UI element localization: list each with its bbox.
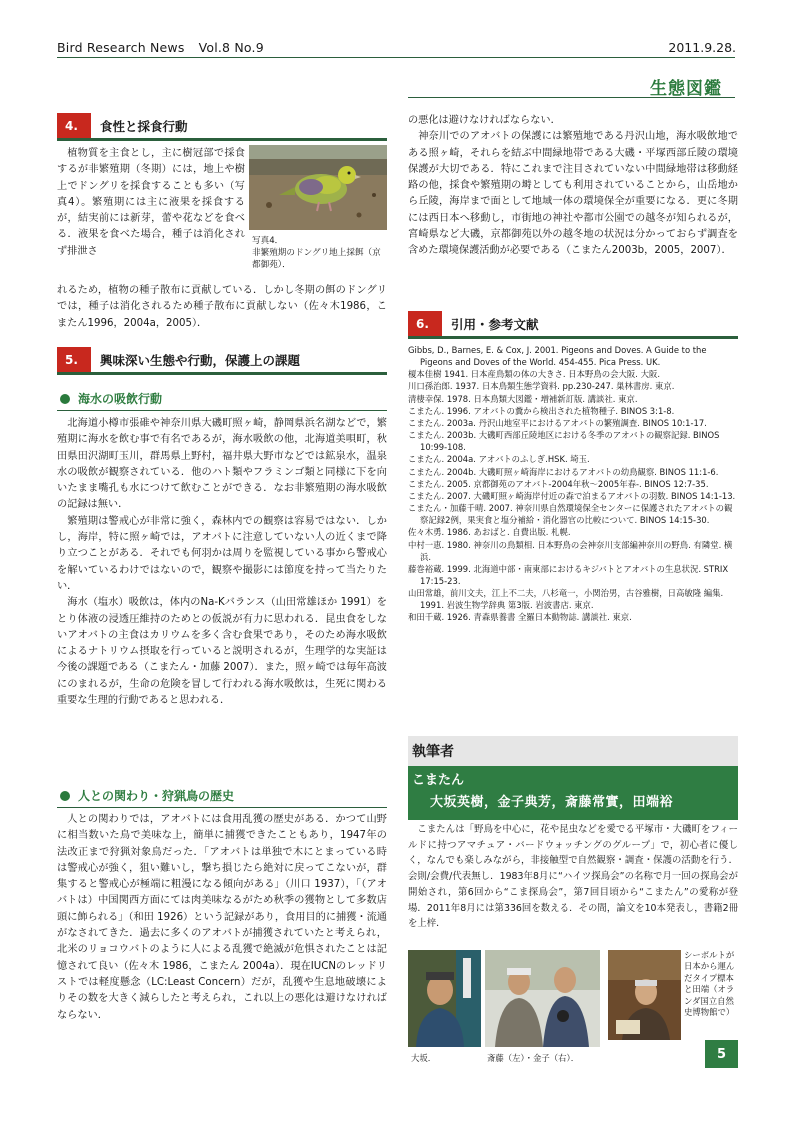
subsection-seawater-heading — [60, 390, 162, 407]
header-rule — [57, 57, 735, 58]
category-rule — [408, 97, 735, 98]
section-4-heading — [57, 113, 188, 138]
reference-item: 中村一恵. 1980. 神奈川の鳥類相. 日本野鳥の会神奈川支部編神奈川の野鳥. 有隣堂. 横浜. — [408, 539, 733, 562]
history-paragraph-1-end: の悪化は避けなければならない． — [408, 115, 561, 126]
author-photo-tabata-caption: シーボルトが日本から運んだタイプ標本と田端（オランダ国立自然史博物館で） — [684, 950, 735, 1018]
author-name-band — [408, 766, 738, 820]
section-4-body-top — [57, 146, 245, 260]
reference-item: こまたん・加藤千晴. 2007. 神奈川県自然環境保全センターに保護されたアオバトの観察記録2例，果実食と塩分補給・消化器官の比較について. BINOS 14:15-30. — [408, 503, 733, 526]
section-5-number: 5. — [57, 347, 91, 372]
subsection-seawater-title: 海水の吸飲行動 — [78, 392, 163, 406]
subsection-history-body-left — [57, 812, 387, 1058]
newsletter-title: Bird Research News — [57, 40, 185, 55]
reference-item: こまたん. 2007. 大磯町照ヶ崎海岸付近の森で泊まるアオバトの羽数. BINOS 14:1-13. — [408, 490, 736, 501]
author-photo-tabata — [608, 950, 681, 1040]
author-photo-osaka-caption: 大坂． — [411, 1053, 437, 1063]
seawater-paragraph-3: 海水（塩水）吸飲は，体内のNa-Kバランス（山田常雄ほか 1991）をとり体液の浸透圧維持のためとの仮説が有力に思われる．昆虫食をしないアオバトの主食はカリウムを多く含む食果であり，そのため海水吸飲によるナトリウム摂取を行っていると説明されるが，生理学的な実証は今後の課題である（こまたん・加藤 2007）．また，照ヶ崎では毎年高波にのまれるが，生命の危険を冒して行われる海水吸飲は，生死に関わる重要な生理的行動であると思われる． — [57, 597, 387, 707]
author-heading-band — [408, 736, 738, 766]
reference-list — [408, 344, 738, 624]
reference-item: こまたん. 2003b. 大磯町西部丘陵地区における冬季のアオバトの観察記録. BINOS 10:99-108. — [408, 430, 720, 453]
subsection-seawater-rule — [57, 410, 387, 411]
pigeon-photo-caption — [252, 235, 388, 271]
reference-item: 川口孫治郎. 1937. 日本鳥類生態学資料. pp.230-247. 巣林書房. 東京. — [408, 381, 675, 392]
reference-item: 榎本佳樹 1941. 日本産鳥類の体の大きさ. 日本野鳥の会大阪. 大阪. — [408, 369, 660, 380]
author-photo-tabata-image — [608, 950, 681, 1040]
history-paragraph-2: 神奈川でのアオバトの保護には繁殖地である丹沢山地，海水吸飲地である照ヶ崎，それらを結ぶ中間緑地帯である大磯・平塚西部丘陵の環境保護が大切である．特にこれまで注目されていない中間緑地帯は移動経路の他，採食や繁殖期の塒としても利用されていることから，山岳地から丘陵，海岸まで面として地域一体の環境保全が重要になる．更に冬期には西日本へ移動し，市街地の神社や都市公園での越冬が知られるが，宮崎県など大磯，京都御苑以外の越冬地の状況は分かっておらず調査を含めた環境保護活動が必要である（こまたん2003b，2005，2007）． — [408, 131, 738, 257]
history-paragraph-1: 人との関わりでは，アオバトには食用乱獲の歴史がある．かつて山野に相当数いた鳥で美味な上，簡単に捕獲できたこともあり，1947年の法改正まで狩猟対象鳥だった．「アオバトは単独で木にとまっている時は警戒心が強く，狙い難いし，撃ち損じたら絶対に戻ってこないが，群集すると警戒心が極端に粗漫になる傾向がある」（川口 1937），「（アオバトは）中国関西方面にては肉美味なるがため秋季の獲物として多数店頭に飾られる」（和田 1926）という記録があり，食用目的に捕獲・流通がなされてきた．過去に多くのアオバトが捕獲されていたと考えられ，北米のリョコウバトのように人による乱獲で絶滅が危惧されたことは記憶されて良い（佐々木 1986，こまたん 2004a）．現在IUCNのレッドリストでは軽度懸念（LC:Least Concern）だが，乱獲や生息地破壊によりその数を大きく減らしたと考えられ，これ以上の悪化は避けなければならない． — [57, 814, 387, 1021]
author-photo-saito-kaneko-caption: 斎藤（左）・金子（右）． — [487, 1053, 580, 1063]
reference-item: こまたん. 2003a. 丹沢山地室平におけるアオバトの繁殖調査. BINOS 10:1-17. — [408, 417, 707, 428]
author-pen-name: こまたん — [412, 773, 465, 788]
reference-item: こまたん. 2004b. 大磯町照ヶ崎海岸におけるアオバトの幼鳥観察. BINOS 11:1-6. — [408, 466, 719, 477]
volume-number: Vol.8 No.9 — [198, 40, 264, 55]
section-4-paragraph: 植物質を主食とし，主に樹冠部で採食するが非繁殖期（冬期）には，地上や樹上でドングリを採食することも多い（写真4）。繁殖期には主に液果を採食するが，結実前には新芽，蕾や花などを食べる．液果を食べた場合，種子は消化されず排泄さ — [57, 148, 245, 257]
reference-item: 藤巻裕蔵. 1999. 北海道中部・南東部におけるキジバトとアオバトの生息状況. STRIX 17:15-23. — [408, 563, 729, 586]
pigeon-photo — [249, 145, 387, 230]
bullet-dot-icon — [60, 791, 70, 801]
subsection-history-rule — [57, 807, 387, 808]
reference-item: こまたん. 2004a. アオバトのふしぎ.HSK. 埼玉. — [408, 454, 590, 465]
author-photo-osaka — [408, 950, 481, 1047]
reference-item: Gibbs, D., Barnes, E. & Cox, J. 2001. Pigeons and Doves. A Guide to the Pigeons and Doves of the World. 454-455. Pica Press. UK. — [408, 345, 707, 368]
section-6-heading — [408, 311, 539, 336]
author-bio-text: こまたんは「野鳥を中心に，花や昆虫などを愛でる平塚市・大磯町をフィールドに持つアマチュア・バードウォッチングのグループ」で，初心者に優しく，なんでも楽しみながら，非接触型で自然観察・調査・保護の活動を行う．会則/会費/代表無し．1983年8月に“ハイツ探鳥会”の名称で月一回の探鳥会が開始され，第6回から“こま探鳥会”，第7回目頃から“こまたん”の愛称が登場．2011年8月には第336回を数える．その間，論文を10本発表し，書籍2冊を上梓． — [408, 824, 738, 930]
subsection-history-body-right — [408, 113, 738, 260]
section-6-number: 6. — [408, 311, 442, 336]
section-5-heading — [57, 347, 300, 372]
section-6-title: 引用・参考文献 — [451, 316, 539, 332]
reference-item: こまたん. 1996. アオバトの糞から検出された植物種子. BINOS 3:1-8. — [408, 405, 675, 416]
seawater-paragraph-1: 北海道小樽市張碓や神奈川県大磯町照ヶ崎，静岡県浜名湖などで，繁殖期に海水を飲む事で有名であるが，海水吸飲の他，北海道美唄町，秋田県田沢湖町玉川，群馬県上野村，福井県大野市などでは鉱泉水，温泉水の吸飲が観察されている．他のハト類やフラミンゴ類と同様に下を向いたまま嘴孔も水につけて飲むことができる．なお非繁殖期の海水吸飲の記録は無い． — [57, 418, 387, 511]
reference-item: こまたん. 2005. 京都御苑のアオバト-2004年秋〜2005年春-. BINOS 12:7-35. — [408, 478, 709, 489]
pigeon-photo-image — [249, 145, 387, 230]
category-title: 生態図鑑 — [650, 79, 722, 99]
reference-item: 清棲幸保. 1978. 日本鳥類大図鑑・増補新訂版. 講談社. 東京. — [408, 393, 638, 404]
section-4-number: 4. — [57, 113, 91, 138]
subsection-history-title: 人との関わり・狩猟鳥の歴史 — [78, 789, 235, 803]
seawater-paragraph-2: 繁殖期は警戒心が非常に強く，森林内での観察は容易ではない．しかし，海岸，特に照ヶ崎では，アオバトに注意していない人の近くまで降り立つことがある．それでも何羽かは周りを監視している事から警戒心を解いているわけではないので，観察や撮影には節度を持って当たりたい． — [57, 515, 387, 592]
section-6-rule — [408, 336, 738, 339]
author-photo-saito-kaneko — [485, 950, 600, 1047]
reference-item: 佐々木勇. 1986. あおばと. 自費出版. 札幌. — [408, 527, 571, 538]
section-5-title: 興味深い生態や行動，保護上の課題 — [100, 352, 301, 368]
author-bio — [408, 822, 738, 932]
section-4-rule — [57, 138, 387, 141]
author-photo-saito-kaneko-image — [485, 950, 600, 1047]
reference-item: 和田千蔵. 1926. 青森県養書 全羅日本動物誌. 講談社. 東京. — [408, 612, 632, 623]
author-heading: 執筆者 — [412, 744, 454, 760]
section-4-body-bottom — [57, 283, 387, 332]
running-header — [57, 40, 264, 55]
section-5-rule — [57, 372, 387, 375]
issue-date: 2011.9.28. — [668, 40, 736, 55]
author-photo-osaka-image — [408, 950, 481, 1047]
author-names: 大坂英樹，金子典芳，斎藤常實，田端裕 — [430, 795, 674, 810]
section-4-title: 食性と採食行動 — [100, 118, 188, 134]
section-4-paragraph-cont: れるため，植物の種子散布に貢献している．しかし冬期の餌のドングリでは，種子は消化されるため種子散布に貢献しない（佐々木1986，こまたん1996，2004a，2005）． — [57, 285, 387, 329]
page-number: 5 — [705, 1040, 738, 1068]
reference-item: 山田常雄，前川文夫，江上不二夫，八杉竜一，小関治男，古谷雅樹，日高敏隆 編集. 1991. 岩波生物学辞典 第3版. 岩波書店. 東京. — [408, 588, 724, 611]
subsection-history-heading — [60, 787, 234, 804]
subsection-seawater-body — [57, 416, 387, 709]
bullet-dot-icon — [60, 394, 70, 404]
pigeon-photo-caption-text: 写真4． 非繁殖期のドングリ地上採餌（京都御苑）． — [252, 236, 381, 270]
